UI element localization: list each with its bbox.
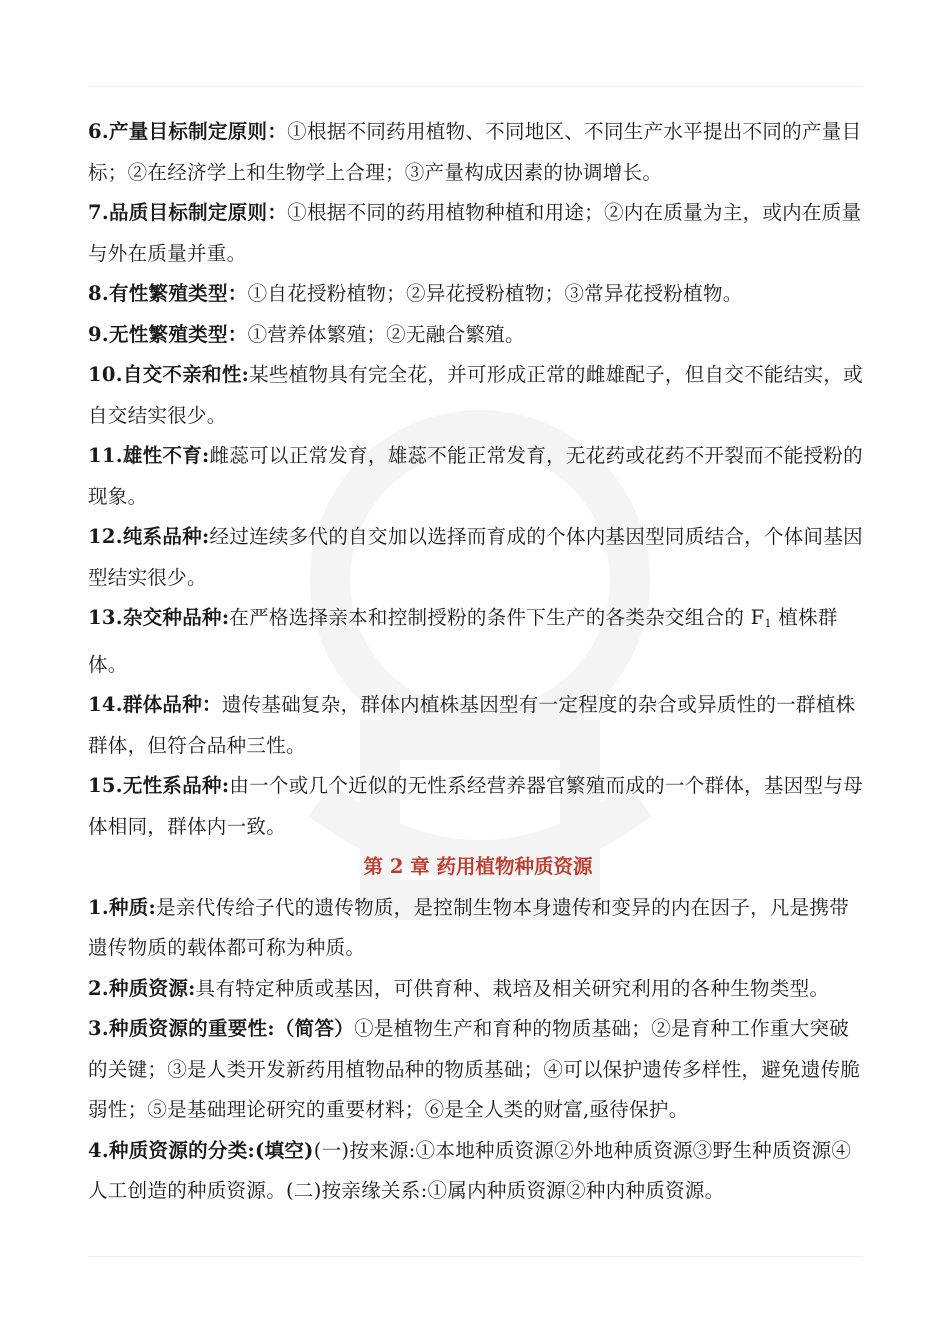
item-8: 8.有性繁殖类型：①自花授粉植物；②异花授粉植物；③常异花授粉植物。	[88, 282, 743, 305]
item-7: 7.品质目标制定原则：①根据不同的药用植物种植和用途；②内在质量为主，或内在质量与外在质量并重。	[88, 201, 862, 265]
item-11: 11.雄性不育:雌蕊可以正常发育，雄蕊不能正常发育，无花药或花药不开裂而不能授粉的现象。	[88, 444, 863, 508]
item-13: 13.杂交种品种:在严格选择亲本和控制授粉的条件下生产的各类杂交组合的 $F_1$ 植株群体。	[88, 606, 838, 676]
item-10: 10.自交不亲和性:某些植物具有完全花，并可形成正常的雌雄配子，但自交不能结实，或自交结实很少。	[88, 363, 863, 427]
item-14: 14.群体品种：遗传基础复杂，群体内植株基因型有一定程度的杂合或异质性的一群植株群体，但符合品种三性。	[88, 693, 856, 757]
item-12: 12.纯系品种:经过连续多代的自交加以选择而育成的个体内基因型同质结合，个体间基因型结实很少。	[88, 525, 863, 589]
item-15: 15.无性系品种:由一个或几个近似的无性系经营养器官繁殖而成的一个群体，基因型与母体相同，群体内一致。	[88, 774, 863, 838]
item-6: 6.产量目标制定原则：①根据不同药用植物、不同地区、不同生产水平提出不同的产量目标；②在经济学上和生物学上合理；③产量构成因素的协调增长。	[88, 120, 862, 184]
document-body	[88, 112, 868, 1212]
ch2-item-2: 2.种质资源:具有特定种质或基因，可供育种、栽培及相关研究利用的各种生物类型。	[88, 976, 830, 1000]
ch2-item-3: 3.种质资源的重要性:（简答）①是植物生产和育种的物质基础；②是育种工作重大突破的关键；③是人类开发新药用植物品种的物质基础；④可以保护遗传多样性，避免遗传脆弱性；⑤是基础理论研究的重要材料；⑥是全人类的财富,亟待保护。	[88, 1017, 861, 1121]
ch2-item-1: 1.种质:是亲代传给子代的遗传物质，是控制生物本身遗传和变异的内在因子，凡是携带遗传物质的载体都可称为种质。	[88, 895, 850, 959]
item-9: 9.无性繁殖类型：①营养体繁殖；②无融合繁殖。	[88, 322, 525, 346]
header-divider	[88, 86, 863, 87]
ch2-item-4: 4.种质资源的分类:(填空)(一)按来源:①本地种质资源②外地种质资源③野生种质资源④人工创造的种质资源。(二)按亲缘关系:①属内种质资源②种内种质资源。	[88, 1138, 852, 1202]
footer-divider	[88, 1256, 863, 1257]
chapter-heading: 第 2 章 药用植物种质资源	[363, 855, 593, 878]
